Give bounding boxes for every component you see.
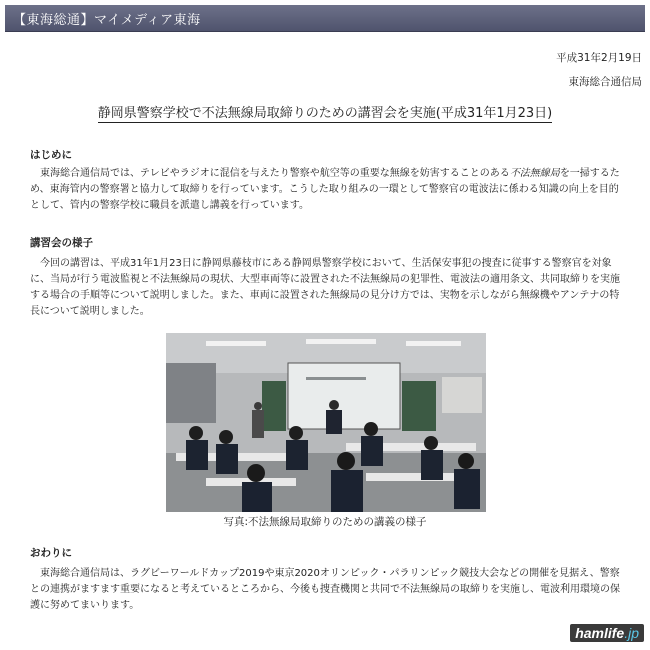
intro-emphasis: 不法無線局 (509, 168, 560, 179)
intro-text-after: を一掃するため、東海管内の警察署と協力して取締りを行っています。こうした取り組みの一環として警察官の電波法に係わる知識の向上を目的として、管内の警察学校に職員を派遣し講義を行っています。 (30, 168, 620, 211)
lecture-photo (166, 333, 486, 512)
section-heading-closing: おわりに (30, 547, 72, 559)
publish-date: 平成31年2月19日 (556, 52, 642, 64)
intro-text-before: 東海総合通信局では、テレビやラジオに混信を与えたり警察や航空等の重要な無線を妨害することのある (40, 168, 510, 179)
section-body-lecture: 今回の講習は、平成31年1月23日に静岡県藤枝市にある静岡県警察学校において、生活保安事犯の捜査に従事する警察官を対象に、当局が行う電波監視と不法無線局の現状、大型車両等に設置された不法無線局の犯罪性、電波法の適用条文、共同取締りを実施する場合の手順等について説明しました。また、車両に設置された無線局の見分け方では、実物を示しながら無線機やアンテナの特長について説明しました。 (30, 258, 620, 317)
watermark-brand: hamlife (575, 625, 625, 641)
lecture-photo-illustration (166, 333, 486, 512)
site-watermark (570, 624, 644, 642)
section-heading-lecture: 講習会の様子 (30, 237, 93, 249)
watermark-tld: .jp (624, 625, 639, 641)
header-title: 【東海総通】マイメディア東海 (13, 13, 201, 28)
photo-caption: 写真:不法無線局取締りのための講義の様子 (223, 516, 427, 528)
header-bar (5, 5, 645, 32)
publisher-org: 東海総合通信局 (568, 76, 642, 88)
section-heading-intro: はじめに (30, 149, 72, 161)
section-body-intro (30, 166, 628, 214)
section-body-closing: 東海総合通信局は、ラグビーワールドカップ2019や東京2020オリンピック・パラリンピック競技大会などの開催を見据え、警察との連携がますます重要になると考えているところから、今後も捜査機関と共同で不法無線局の取締りを実施し、電波利用環境の保護に努めてまいります。 (30, 568, 620, 611)
page-title (0, 102, 650, 121)
page-title-text: 静岡県警察学校で不法無線局取締りのための講習会を実施(平成31年1月23日) (97, 106, 553, 121)
